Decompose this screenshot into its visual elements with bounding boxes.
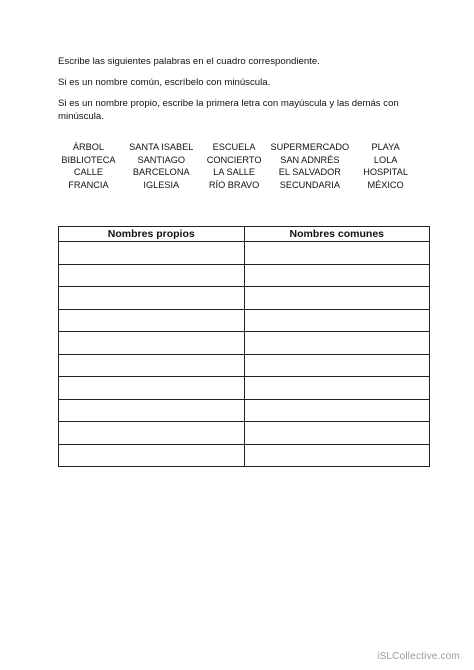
- word-bank-item: LOLA: [373, 154, 398, 165]
- word-bank-item: SANTA ISABEL: [129, 142, 194, 152]
- word-bank-item: MÉXICO: [367, 179, 404, 190]
- table-row: [59, 354, 430, 377]
- nombre-comun-cell[interactable]: [244, 332, 430, 355]
- table-header-row: [59, 227, 430, 242]
- classification-table: [58, 226, 430, 467]
- table-row: [59, 264, 430, 287]
- word-bank-item: BARCELONA: [132, 167, 190, 177]
- nombre-propio-cell[interactable]: [59, 399, 245, 422]
- word-bank-item: LA SALLE: [213, 167, 256, 177]
- nombre-comun-cell[interactable]: [244, 242, 430, 265]
- nombre-propio-cell[interactable]: [59, 377, 245, 400]
- word-bank-item: ÁRBOL: [72, 142, 104, 152]
- instruction-line-2: Si es un nombre común, escríbelo con minúscula.: [58, 77, 271, 88]
- table-row: [59, 242, 430, 265]
- nombre-propio-cell[interactable]: [59, 287, 245, 310]
- word-bank-item: IGLESIA: [143, 179, 180, 190]
- table-body: [59, 242, 430, 467]
- word-bank-item: FRANCIA: [68, 179, 109, 190]
- nombre-comun-cell[interactable]: [244, 287, 430, 310]
- nombre-propio-cell[interactable]: [59, 354, 245, 377]
- nombre-propio-cell[interactable]: [59, 444, 245, 467]
- nombre-propio-cell[interactable]: [59, 264, 245, 287]
- instruction-line-3: Si es un nombre propio, escribe la primera letra con mayúscula y las demás con minúscula.: [58, 98, 399, 122]
- word-bank: [52, 141, 422, 191]
- word-bank-item: PLAYA: [371, 142, 400, 152]
- nombre-comun-cell[interactable]: [244, 309, 430, 332]
- nombre-propio-cell[interactable]: [59, 242, 245, 265]
- header-nombres-propios: Nombres propios: [59, 227, 245, 242]
- word-bank-item: SAN ADNRÉS: [280, 154, 340, 165]
- nombre-comun-cell[interactable]: [244, 264, 430, 287]
- word-bank-item: SANTIAGO: [137, 154, 185, 165]
- nombre-comun-cell[interactable]: [244, 444, 430, 467]
- word-bank-item: CONCIERTO: [206, 154, 262, 165]
- nombre-comun-cell[interactable]: [244, 354, 430, 377]
- watermark: iSLCollective.com: [377, 651, 460, 662]
- word-bank-item: SECUNDARIA: [279, 179, 340, 190]
- table-row: [59, 399, 430, 422]
- nombre-comun-cell[interactable]: [244, 399, 430, 422]
- word-bank-item: RÍO BRAVO: [208, 179, 260, 190]
- word-bank-item: ESCUELA: [212, 142, 256, 152]
- table-row: [59, 444, 430, 467]
- nombre-comun-cell[interactable]: [244, 422, 430, 445]
- table-row: [59, 287, 430, 310]
- word-bank-item: CALLE: [73, 167, 103, 177]
- table-row: [59, 309, 430, 332]
- table-row: [59, 422, 430, 445]
- instruction-line-1: Escribe las siguientes palabras en el cuadro correspondiente.: [58, 56, 320, 67]
- table-row: [59, 332, 430, 355]
- word-bank-item: HOSPITAL: [363, 167, 408, 177]
- nombre-propio-cell[interactable]: [59, 309, 245, 332]
- header-nombres-comunes: Nombres comunes: [244, 227, 430, 242]
- table-row: [59, 377, 430, 400]
- word-bank-item: EL SALVADOR: [278, 167, 341, 177]
- nombre-propio-cell[interactable]: [59, 422, 245, 445]
- word-bank-item: SUPERMERCADO: [270, 142, 350, 152]
- nombre-comun-cell[interactable]: [244, 377, 430, 400]
- word-bank-item: BIBLIOTECA: [61, 154, 116, 165]
- nombre-propio-cell[interactable]: [59, 332, 245, 355]
